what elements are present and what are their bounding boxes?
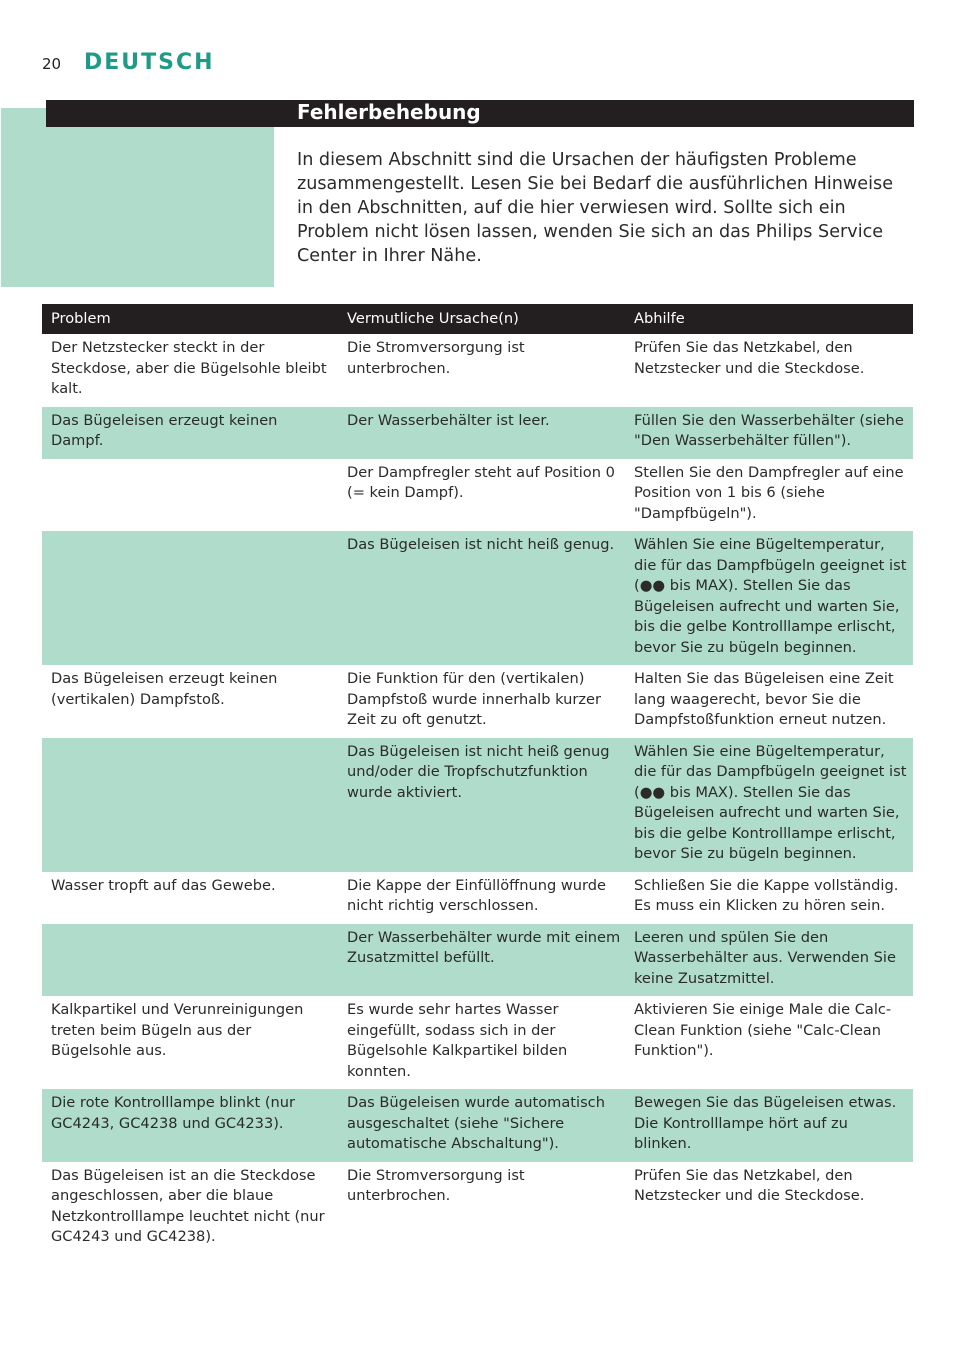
remedy-cell: Halten Sie das Bügeleisen eine Zeit lang waagerecht, bevor Sie die Dampfstoßfunktion erneut nutzen. [634,670,894,728]
remedy-cell: Stellen Sie den Dampfregler auf eine Position von 1 bis 6 (siehe "Dampfbügeln"). [634,463,904,522]
decorative-side-block [1,108,274,287]
problem-cell: Wasser tropft auf das Gewebe. [51,876,276,894]
table-row [42,334,913,407]
intro-paragraph: In diesem Abschnitt sind die Ursachen der häufigsten Probleme zusammengestellt. Lesen Sie bei Bedarf die ausführlichen Hinweise in den Abschnitten, auf die hier verwiesen wird. Sollte sich ein Problem nicht lösen lassen, wenden Sie sich an das Philips Service Center in Ihrer Nähe. [297,150,894,266]
cause-cell: Die Stromversorgung ist unterbrochen. [347,339,525,377]
remedy-cell: Füllen Sie den Wasserbehälter (siehe "Den Wasserbehälter füllen"). [625,407,913,459]
table-row [42,872,913,924]
table-row [42,924,913,997]
remedy-cell: Wählen Sie eine Bügeltemperatur, die für das Dampfbügeln geeignet ist (●● bis MAX). Stellen Sie das Bügeleisen aufrecht und warten Sie, bis die gelbe Kontrolllampe erlischt, bevor Sie zu bügeln beginnen. [625,738,913,872]
problem-cell: Das Bügeleisen ist an die Steckdose angeschlossen, aber die blaue Netzkontrolllampe leuchtet nicht (nur GC4243 und GC4238). [51,1166,325,1245]
cause-cell: Der Wasserbehälter ist leer. [338,407,625,459]
remedy-cell: Prüfen Sie das Netzkabel, den Netzstecker und die Steckdose. [634,1166,865,1204]
cause-cell: Das Bügeleisen ist nicht heiß genug und/oder die Tropfschutzfunktion wurde aktiviert. [338,738,625,872]
header-problem: Problem [42,304,338,334]
table-row [42,665,913,738]
table-row [42,1162,913,1255]
problem-cell: Das Bügeleisen erzeugt keinen (vertikalen) Dampfstoß. [51,670,278,708]
table-header-row [42,304,913,334]
troubleshooting-table [42,304,913,1255]
cause-cell: Das Bügeleisen wurde automatisch ausgeschaltet (siehe "Sichere automatische Abschaltung"). [338,1089,625,1162]
cause-cell: Der Dampfregler steht auf Position 0 (= kein Dampf). [347,463,615,501]
table-row [42,996,913,1089]
table-row [42,531,913,665]
problem-cell [42,738,338,872]
problem-cell: Kalkpartikel und Verunreinigungen treten beim Bügeln aus der Bügelsohle aus. [51,1001,304,1059]
cause-cell: Die Funktion für den (vertikalen) Dampfstoß wurde innerhalb kurzer Zeit zu oft genutzt. [347,670,602,728]
remedy-cell: Wählen Sie eine Bügeltemperatur, die für das Dampfbügeln geeignet ist (●● bis MAX). Stellen Sie das Bügeleisen aufrecht und warten Sie, bis die gelbe Kontrolllampe erlischt, bevor Sie zu bügeln beginnen. [625,531,913,665]
table-row [42,459,913,532]
page-number: 20 [42,55,62,73]
problem-cell [42,459,338,532]
remedy-cell: Schließen Sie die Kappe vollständig. Es muss ein Klicken zu hören sein. [634,876,899,914]
problem-cell: Das Bügeleisen erzeugt keinen Dampf. [42,407,338,459]
remedy-cell: Bewegen Sie das Bügeleisen etwas. Die Kontrolllampe hört auf zu blinken. [625,1089,913,1162]
cause-cell: Die Kappe der Einfüllöffnung wurde nicht richtig verschlossen. [347,876,607,914]
language-heading: DEUTSCH [84,50,215,75]
section-title: Fehlerbehebung [297,100,481,124]
problem-cell: Der Netzstecker steckt in der Steckdose, aber die Bügelsohle bleibt kalt. [51,339,327,397]
problem-cell [42,924,338,997]
cause-cell: Es wurde sehr hartes Wasser eingefüllt, sodass sich in der Bügelsohle Kalkpartikel bilden konnten. [347,1001,568,1080]
header-remedy: Abhilfe [625,304,913,334]
problem-cell: Die rote Kontrolllampe blinkt (nur GC4243, GC4238 und GC4233). [42,1089,338,1162]
cause-cell: Der Wasserbehälter wurde mit einem Zusatzmittel befüllt. [338,924,625,997]
remedy-cell: Leeren und spülen Sie den Wasserbehälter aus. Verwenden Sie keine Zusatzmittel. [625,924,913,997]
header-cause: Vermutliche Ursache(n) [338,304,625,334]
table-row [42,407,913,459]
cause-cell: Das Bügeleisen ist nicht heiß genug. [338,531,625,665]
table-row [42,738,913,872]
cause-cell: Die Stromversorgung ist unterbrochen. [347,1166,525,1204]
problem-cell [42,531,338,665]
table-row [42,1089,913,1162]
remedy-cell: Aktivieren Sie einige Male die Calc-Clean Funktion (siehe "Calc-Clean Funktion"). [634,1001,892,1059]
remedy-cell: Prüfen Sie das Netzkabel, den Netzstecker und die Steckdose. [634,339,865,377]
